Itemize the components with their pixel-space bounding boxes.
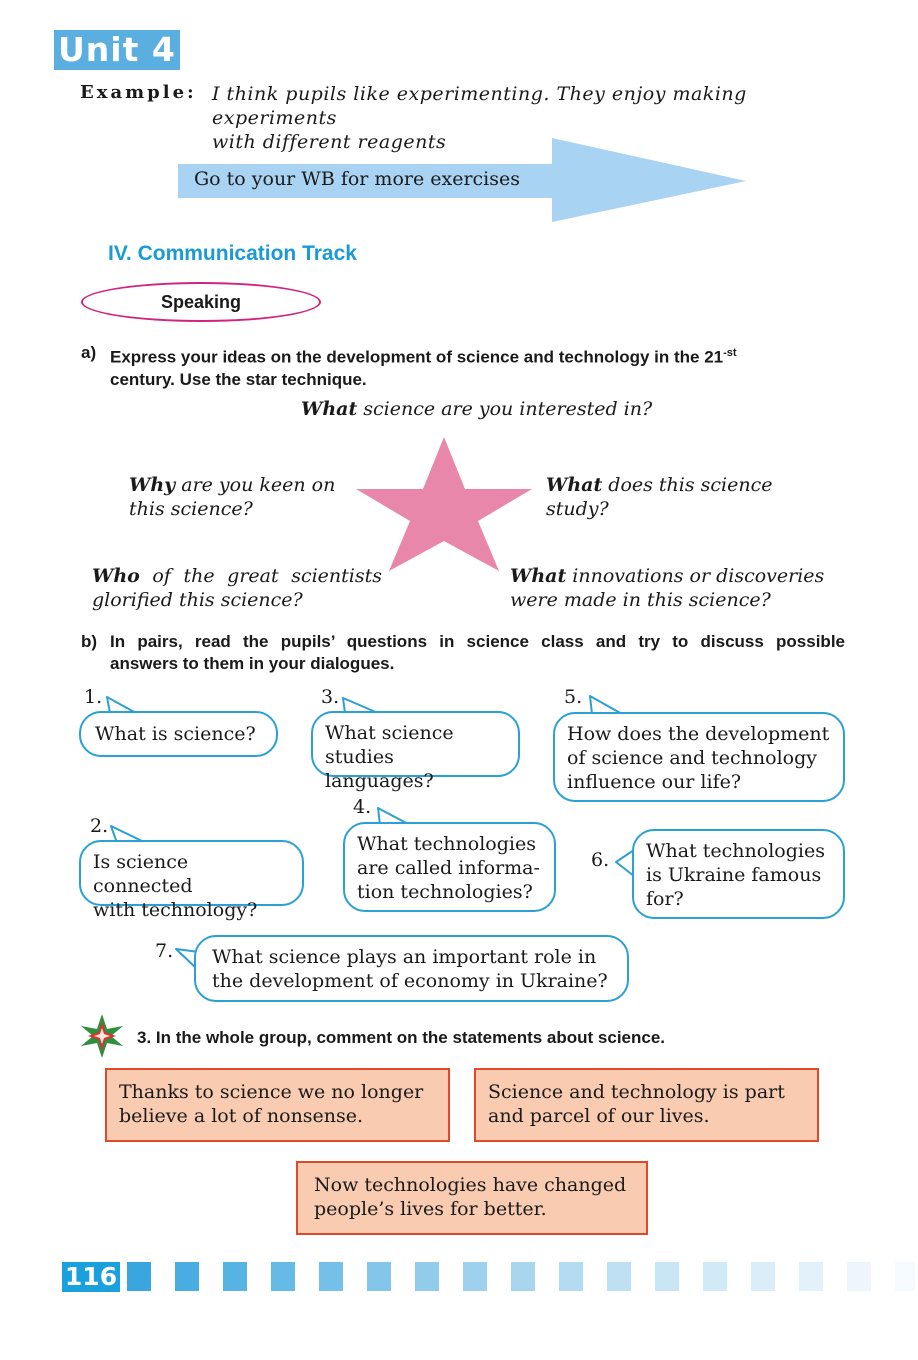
bubble-4-line-3: tion technologies? <box>357 881 533 903</box>
star-q-left-rest2: this science? <box>129 498 253 520</box>
unit-label: Unit 4 <box>54 30 180 70</box>
footer-square <box>895 1262 915 1291</box>
footer-square <box>175 1262 199 1291</box>
bubble-2-line-1: Is science connected <box>93 851 193 897</box>
star-q-br-rest1: innovations or discoveries <box>566 565 825 587</box>
bubble-5-line-2: of science and technology <box>567 747 817 769</box>
bubble-5-number: 5. <box>564 686 583 708</box>
footer-square <box>703 1262 727 1291</box>
star-question-top <box>301 397 652 421</box>
footer-square <box>847 1262 871 1291</box>
task-b-letter: b) <box>81 632 98 651</box>
footer-square <box>463 1262 487 1291</box>
bubble-1-line-1: What is science? <box>95 723 256 745</box>
statement-card-1 <box>105 1068 450 1142</box>
star-q-bl-rest1: of the great scientists <box>139 565 382 587</box>
star-q-right-rest1: does this science <box>602 474 773 496</box>
bubble-5-line-3: influence our life? <box>567 771 742 793</box>
task-b-line-1: In pairs, read the pupils’ questions in science class and try to discuss possible <box>110 632 845 651</box>
star-q-right-rest2: study? <box>546 498 609 520</box>
footer-square <box>655 1262 679 1291</box>
question-bubble-6 <box>632 829 845 919</box>
ornament-star-icon <box>79 1013 125 1059</box>
bubble-6-line-3: for? <box>646 888 684 910</box>
bubble-7-number: 7. <box>155 940 174 962</box>
footer-square <box>799 1262 823 1291</box>
statement-card-2 <box>474 1068 819 1142</box>
task-b <box>81 631 847 677</box>
star-question-left <box>129 473 335 521</box>
star-q-br-bold: What <box>510 565 567 587</box>
question-bubble-3 <box>311 711 520 792</box>
footer-square <box>319 1262 343 1291</box>
footer-square <box>751 1262 775 1291</box>
question-bubble-2 <box>79 840 304 921</box>
task-a-text: Express your ideas on the development of science and technology in the 21 <box>110 347 724 367</box>
footer-square <box>415 1262 439 1291</box>
star-question-right <box>546 473 773 521</box>
bubble-6-number: 6. <box>591 849 610 871</box>
bubble-2-number: 2. <box>90 815 109 837</box>
bubble-4-line-1: What technologies <box>357 833 536 855</box>
bubble-6-line-2: is Ukraine famous <box>646 864 822 886</box>
example-line-1: I think pupils like experimenting. They enjoy making experiments <box>212 83 747 129</box>
star-q-left-rest1: are you keen on <box>175 474 336 496</box>
wb-arrow-text: Go to your WB for more exercises <box>194 168 520 190</box>
star-q-left-bold: Why <box>129 474 176 496</box>
star-q-top-rest: science are you interested in? <box>357 398 653 420</box>
task-a-sup: -st <box>723 347 737 359</box>
question-bubble-1 <box>79 711 278 757</box>
bubble-3-number: 3. <box>321 686 340 708</box>
footer-square <box>223 1262 247 1291</box>
star-question-bottom-right <box>510 564 824 612</box>
bubble-4-number: 4. <box>353 796 372 818</box>
example-line-2: with different reagents <box>212 131 447 153</box>
task-3-text: 3. In the whole group, comment on the statements about science. <box>137 1028 666 1047</box>
example-label: Example: <box>80 82 197 103</box>
question-bubble-4 <box>343 822 556 912</box>
bubble-2-line-2: with technology? <box>93 899 258 921</box>
question-bubble-5 <box>553 712 845 802</box>
speaking-label: Speaking <box>81 282 321 322</box>
bubble-3-line-2: studies languages? <box>325 746 434 792</box>
page-number: 116 <box>62 1262 120 1292</box>
bubble-1-number: 1. <box>84 686 103 708</box>
star-q-top-bold: What <box>301 398 358 420</box>
statement-card-3 <box>296 1161 648 1235</box>
question-bubble-7 <box>194 935 629 1002</box>
task-b-line-2: answers to them in your dialogues. <box>110 654 395 673</box>
section-title: IV. Communication Track <box>108 242 357 265</box>
task-a <box>81 342 847 388</box>
statement-1-line-1: Thanks to science we no longer <box>119 1081 424 1103</box>
statement-3-line-1: Now technologies have changed <box>314 1174 627 1196</box>
bubble-7-line-1: What science plays an important role in <box>212 946 597 968</box>
star-q-br-rest2: were made in this science? <box>510 589 771 611</box>
bubble-3-line-1: What science <box>325 722 454 744</box>
statement-1-line-2: believe a lot of nonsense. <box>119 1105 364 1127</box>
task-a-letter: a) <box>81 343 97 362</box>
footer-square <box>127 1262 151 1291</box>
footer-square <box>271 1262 295 1291</box>
footer-square <box>607 1262 631 1291</box>
bubble-6-line-1: What technologies <box>646 840 825 862</box>
footer-square <box>367 1262 391 1291</box>
bubble-4-line-2: are called informa- <box>357 857 540 879</box>
footer-square <box>559 1262 583 1291</box>
star-q-right-bold: What <box>546 474 603 496</box>
task-a-text-end: century. Use the star technique. <box>110 369 367 389</box>
footer-square <box>511 1262 535 1291</box>
star-q-bl-rest2: glorified this science? <box>92 589 303 611</box>
statement-2-line-2: and parcel of our lives. <box>488 1105 710 1127</box>
star-question-bottom-left <box>92 564 382 612</box>
statement-3-line-2: people’s lives for better. <box>314 1198 547 1220</box>
star-q-bl-bold: Who <box>92 565 140 587</box>
bubble-7-line-2: the development of economy in Ukraine? <box>212 970 608 992</box>
star-icon <box>354 437 534 573</box>
bubble-5-line-1: How does the development <box>567 723 830 745</box>
statement-2-line-1: Science and technology is part <box>488 1081 785 1103</box>
